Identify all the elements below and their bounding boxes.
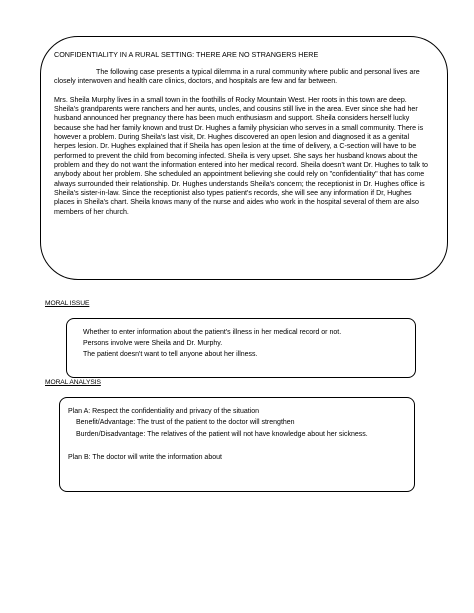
moral-issue-heading: MORAL ISSUE (45, 300, 90, 307)
case-intro-paragraph: The following case presents a typical dilemma in a rural community where public and personal lives are closely interwoven and health care clinics, doctors, and hospitals are few and far between. (54, 68, 420, 86)
plan-a-benefit: Benefit/Advantage: The trust of the patient to the doctor will strengthen (76, 419, 295, 427)
plan-a-burden: Burden/Disadvantage: The relatives of the patient will not have knowledge about her sickness. (76, 430, 368, 438)
moral-issue-line: The patient doesn't want to tell anyone about her illness. (83, 351, 258, 358)
spacer (68, 440, 406, 452)
moral-issue-line: Persons involve were Sheila and Dr. Murphy. (83, 340, 223, 347)
moral-issue-box (66, 318, 416, 378)
moral-analysis-heading: MORAL ANALYSIS (45, 379, 101, 386)
moral-issue-line: Whether to enter information about the patient's illness in her medical record or not. (83, 329, 342, 336)
case-title: CONFIDENTIALITY IN A RURAL SETTING: THERE ARE NO STRANGERS HERE (54, 50, 319, 59)
plan-a: Plan A: Respect the confidentiality and privacy of the situation (68, 408, 260, 415)
moral-analysis-box (59, 397, 415, 492)
case-body-paragraph: Mrs. Sheila Murphy lives in a small town in the foothills of Rocky Mountain West. Her roots in this town are deep. Sheila's grandparents were ranchers and her aunts, uncles, and cousins still live in the area. Ever since she had her husband announced her pregnancy there has been much enthusiasm and support. Sheila considers herself lucky because she had her family known and trust Dr. Hughes a family physician who serves in a small community. There is however a problem. During Sheila's last visit, Dr. Hughes discovered an open lesion and diagnosed it as a genital herpes lesion. Dr. Hughes explained that if Sheila has open lesion at the time of delivery, a C-section will have to be performed to prevent the child from becoming infected. Sheila is very upset. She says her husband knows about the problem and they do not want the information entered into her medical record. Sheila doesn't want Dr. Hughes to talk to anybody about her problem. She scheduled an appointment believing she could rely on "confidentiality" that has come always surrounded their relationship. Dr. Hughes understands Sheila's concern; the receptionist in Dr. Hughes office is Sheila's sister-in-law. Since the receptionist also types patient's records, she will see any information if Dr, Hughes places in Sheila's chart. Sheila knows many of the nurse and aides who work in the hospital several of them are also members of her church. (54, 95, 428, 216)
plan-b: Plan B: The doctor will write the information about (68, 453, 222, 461)
case-box (40, 36, 448, 280)
